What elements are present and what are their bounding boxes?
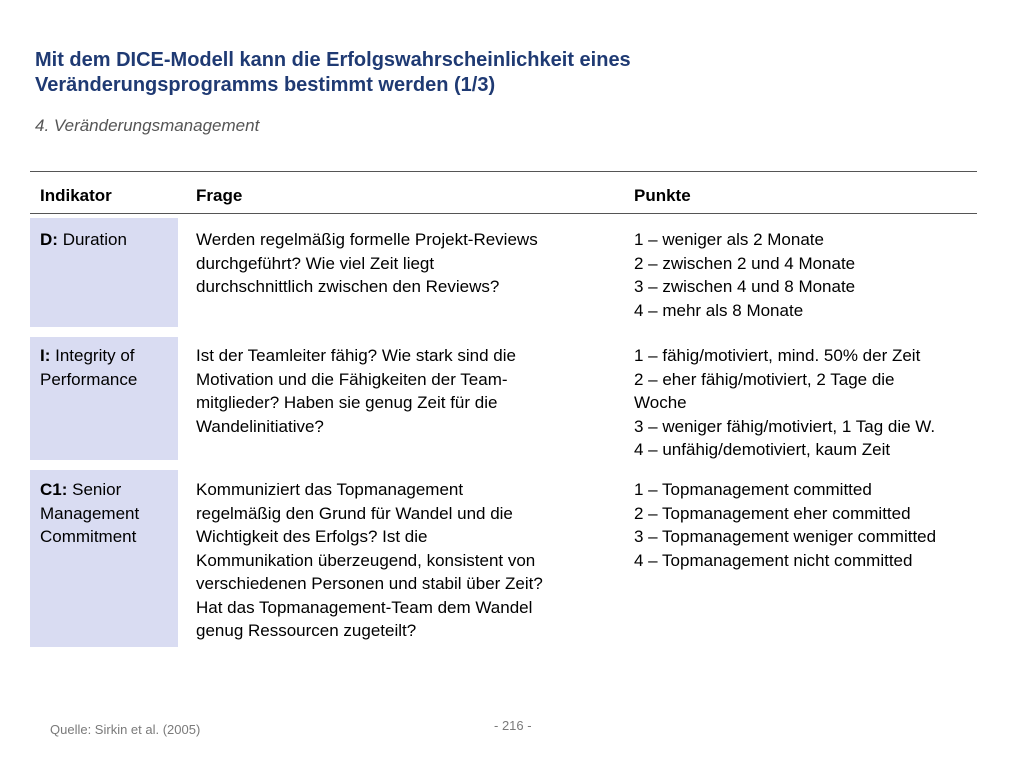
question-line: Ist der Teamleiter fähig? Wie stark sind die	[196, 346, 516, 365]
indicator-name: Integrity of	[55, 346, 135, 365]
points-line: 1 – fähig/motiviert, mind. 50% der Zeit	[634, 346, 921, 365]
question-line: Wandelinitiative?	[196, 416, 324, 436]
question-line: Wichtigkeit des Erfolgs? Ist die	[196, 527, 428, 546]
question-line: Motivation und die Fähigkeiten der Team-	[196, 369, 508, 389]
question-line: genug Ressourcen zugeteilt?	[196, 621, 417, 640]
points-line: 3 – weniger fähig/motiviert, 1 Tag die W.	[634, 416, 936, 436]
indicator-name-line: Commitment	[40, 527, 137, 546]
points-line: 3 – Topmanagement weniger committed	[634, 527, 937, 546]
table-top-rule	[30, 171, 977, 172]
indicator-name: Duration	[62, 230, 127, 249]
slide-title-line-2: Veränderungsprogramms bestimmt werden (1/3)	[35, 74, 496, 96]
indicator-senior-commitment	[40, 478, 175, 549]
points-line: 4 – unfähig/demotiviert, kaum Zeit	[634, 440, 891, 459]
question-line: verschiedenen Personen und stabil über Zeit?	[196, 574, 543, 593]
indicator-name: Senior	[72, 480, 122, 499]
points-line: 1 – Topmanagement committed	[634, 480, 872, 499]
page-number: - 216 -	[494, 718, 532, 733]
table-header-rule	[30, 213, 977, 214]
question-line: Kommunikation überzeugend, konsistent von	[196, 550, 536, 570]
question-line: Hat das Topmanagement-Team dem Wandel	[196, 597, 533, 617]
points-line: 4 – mehr als 8 Monate	[634, 300, 804, 320]
points-line: 2 – Topmanagement eher committed	[634, 503, 911, 523]
indicator-code: C1:	[40, 480, 68, 499]
question-integrity	[196, 344, 616, 438]
points-line: 4 – Topmanagement nicht committed	[634, 550, 913, 570]
indicator-code: I:	[40, 346, 51, 365]
points-line: 3 – zwischen 4 und 8 Monate	[634, 277, 856, 296]
points-integrity	[634, 344, 994, 462]
points-line: 1 – weniger als 2 Monate	[634, 230, 824, 249]
points-duration	[634, 228, 994, 322]
indicator-label	[40, 478, 175, 502]
question-line: mitglieder? Haben sie genug Zeit für die	[196, 393, 498, 412]
source-citation: Quelle: Sirkin et al. (2005)	[50, 722, 201, 737]
question-line: Werden regelmäßig formelle Projekt-Reviews	[196, 230, 538, 249]
indicator-name-line: Performance	[40, 369, 138, 389]
slide-title-line-1: Mit dem DICE-Modell kann die Erfolgswahrscheinlichkeit eines	[35, 49, 631, 71]
points-senior-commitment	[634, 478, 994, 572]
question-duration	[196, 228, 616, 299]
indicator-duration	[40, 228, 175, 252]
question-senior-commitment	[196, 478, 616, 643]
indicator-integrity	[40, 344, 175, 391]
points-line: 2 – zwischen 2 und 4 Monate	[634, 253, 856, 273]
header-frage: Frage	[196, 186, 243, 205]
question-line: durchgeführt? Wie viel Zeit liegt	[196, 253, 435, 273]
indicator-name-line: Management	[40, 503, 140, 523]
indicator-label	[40, 344, 175, 368]
points-line: Woche	[634, 393, 687, 412]
header-indikator: Indikator	[40, 186, 112, 205]
indicator-code: D:	[40, 230, 58, 249]
header-punkte: Punkte	[634, 186, 691, 205]
indicator-label	[40, 228, 175, 252]
section-subtitle: 4. Veränderungsmanagement	[35, 116, 260, 135]
question-line: durchschnittlich zwischen den Reviews?	[196, 277, 500, 296]
question-line: Kommuniziert das Topmanagement	[196, 480, 464, 499]
question-line: regelmäßig den Grund für Wandel und die	[196, 503, 513, 523]
points-line: 2 – eher fähig/motiviert, 2 Tage die	[634, 369, 895, 389]
slide-title	[35, 48, 995, 98]
